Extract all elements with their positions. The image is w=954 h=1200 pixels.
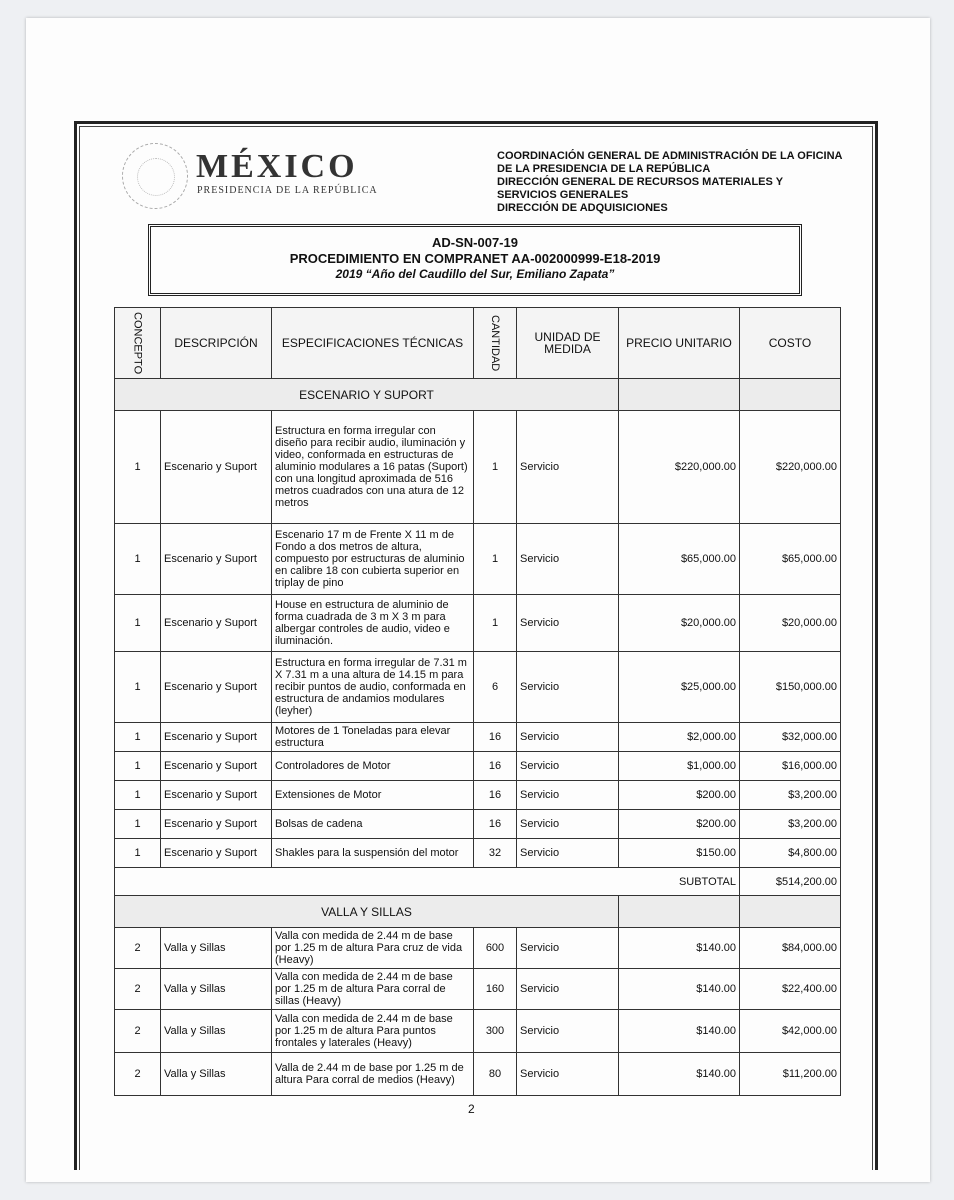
cell-cantidad: 16: [474, 752, 517, 781]
cell-cantidad: 1: [474, 595, 517, 652]
subtotal-label: SUBTOTAL: [115, 868, 740, 896]
cell-concepto: 1: [115, 652, 161, 723]
cell-spec: Escenario 17 m de Frente X 11 m de Fondo a dos metros de altura, compuesto por estructuras de aluminio en calibre 18 con cubierta superior en triplay de pino: [272, 524, 474, 595]
empty-cell: [619, 896, 740, 928]
cell-cantidad: 160: [474, 969, 517, 1010]
cell-descripcion: Escenario y Suport: [161, 839, 272, 868]
cell-costo: $42,000.00: [740, 1010, 841, 1053]
cell-spec: Estructura en forma irregular de 7.31 m X 7.31 m a una altura de 14.15 m para recibir puntos de audio, conformada en estructura de andamios modulares (leyher): [272, 652, 474, 723]
cell-concepto: 2: [115, 1053, 161, 1096]
cell-descripcion: Valla y Sillas: [161, 1010, 272, 1053]
cell-unidad: Servicio: [517, 1010, 619, 1053]
cell-costo: $4,800.00: [740, 839, 841, 868]
subtotal-row: [115, 868, 841, 896]
cell-descripcion: Escenario y Suport: [161, 723, 272, 752]
cell-precio: $200.00: [619, 810, 740, 839]
cell-precio: $1,000.00: [619, 752, 740, 781]
column-header-cantidad: CANTIDAD: [474, 308, 517, 379]
subtotal-value: $514,200.00: [740, 868, 841, 896]
cell-descripcion: Escenario y Suport: [161, 524, 272, 595]
column-header-unidad: UNIDAD DE MEDIDA: [517, 308, 619, 379]
empty-cell: [740, 379, 841, 411]
cell-costo: $84,000.00: [740, 928, 841, 969]
cell-unidad: Servicio: [517, 723, 619, 752]
cell-unidad: Servicio: [517, 810, 619, 839]
cell-concepto: 1: [115, 752, 161, 781]
cell-cantidad: 80: [474, 1053, 517, 1096]
table-row: [115, 595, 841, 652]
cell-concepto: 1: [115, 411, 161, 524]
column-header-concepto: CONCEPTO: [115, 308, 161, 379]
cell-costo: $150,000.00: [740, 652, 841, 723]
cell-descripcion: Escenario y Suport: [161, 810, 272, 839]
logo-title: MÉXICO: [196, 148, 358, 185]
column-header-costo: COSTO: [740, 308, 841, 379]
org-line: DE LA PRESIDENCIA DE LA REPÚBLICA: [497, 163, 711, 175]
cell-spec: Shakles para la suspensión del motor: [272, 839, 474, 868]
cell-descripcion: Escenario y Suport: [161, 652, 272, 723]
table-row: [115, 781, 841, 810]
table-row: [115, 1053, 841, 1096]
cell-cantidad: 16: [474, 781, 517, 810]
cell-concepto: 2: [115, 969, 161, 1010]
section-title: VALLA Y SILLAS: [115, 896, 619, 928]
cell-cantidad: 16: [474, 723, 517, 752]
org-line: DIRECCIÓN GENERAL DE RECURSOS MATERIALES Y: [497, 176, 784, 188]
cell-unidad: Servicio: [517, 781, 619, 810]
table-row: [115, 411, 841, 524]
cell-costo: $220,000.00: [740, 411, 841, 524]
cell-precio: $140.00: [619, 1053, 740, 1096]
table-row: [115, 723, 841, 752]
cell-concepto: 1: [115, 595, 161, 652]
cell-cantidad: 6: [474, 652, 517, 723]
cell-cantidad: 1: [474, 524, 517, 595]
cell-descripcion: Escenario y Suport: [161, 752, 272, 781]
cell-precio: $140.00: [619, 969, 740, 1010]
cell-unidad: Servicio: [517, 411, 619, 524]
cell-unidad: Servicio: [517, 752, 619, 781]
cell-spec: Motores de 1 Toneladas para elevar estructura: [272, 723, 474, 752]
cell-spec: Valla con medida de 2.44 m de base por 1.25 m de altura Para cruz de vida (Heavy): [272, 928, 474, 969]
column-header-descripcion: DESCRIPCIÓN: [161, 308, 272, 379]
cell-spec: Valla de 2.44 m de base por 1.25 m de altura Para corral de medios (Heavy): [272, 1053, 474, 1096]
cell-spec: Estructura en forma irregular con diseño para recibir audio, iluminación y video, conformada en estructuras de aluminio modulares a 16 patas (Suport) con una longitud aproximada de 516 metros cuadrados con una atura de 12 metros: [272, 411, 474, 524]
cell-unidad: Servicio: [517, 595, 619, 652]
cell-precio: $140.00: [619, 928, 740, 969]
cell-concepto: 1: [115, 781, 161, 810]
cell-spec: Valla con medida de 2.44 m de base por 1.25 m de altura Para corral de sillas (Heavy): [272, 969, 474, 1010]
table-header-row: [115, 308, 841, 379]
table-row: [115, 524, 841, 595]
section-title: ESCENARIO Y SUPORT: [115, 379, 619, 411]
cell-spec: Controladores de Motor: [272, 752, 474, 781]
cell-unidad: Servicio: [517, 524, 619, 595]
cell-precio: $150.00: [619, 839, 740, 868]
table-row: [115, 928, 841, 969]
cell-spec: Extensiones de Motor: [272, 781, 474, 810]
cell-precio: $220,000.00: [619, 411, 740, 524]
empty-cell: [740, 896, 841, 928]
cell-concepto: 2: [115, 928, 161, 969]
cell-precio: $65,000.00: [619, 524, 740, 595]
table-row: [115, 810, 841, 839]
cell-descripcion: Valla y Sillas: [161, 928, 272, 969]
cell-costo: $65,000.00: [740, 524, 841, 595]
cell-concepto: 1: [115, 810, 161, 839]
cell-concepto: 2: [115, 1010, 161, 1053]
table-row: [115, 752, 841, 781]
cell-cantidad: 16: [474, 810, 517, 839]
column-header-especificaciones: ESPECIFICACIONES TÉCNICAS: [272, 308, 474, 379]
org-line: SERVICIOS GENERALES: [497, 189, 629, 201]
organization-header: [497, 150, 867, 215]
cell-unidad: Servicio: [517, 652, 619, 723]
cell-costo: $20,000.00: [740, 595, 841, 652]
page-number: 2: [468, 1102, 475, 1116]
cell-unidad: Servicio: [517, 969, 619, 1010]
cell-cantidad: 1: [474, 411, 517, 524]
cell-costo: $3,200.00: [740, 810, 841, 839]
cell-spec: Bolsas de cadena: [272, 810, 474, 839]
cell-concepto: 1: [115, 524, 161, 595]
cost-table: [114, 307, 841, 1096]
table-row: [115, 969, 841, 1010]
cell-concepto: 1: [115, 723, 161, 752]
procedure-title: PROCEDIMIENTO EN COMPRANET AA-002000999-E18-2019: [289, 251, 661, 266]
cell-unidad: Servicio: [517, 839, 619, 868]
cell-descripcion: Escenario y Suport: [161, 781, 272, 810]
procedure-box: [148, 224, 802, 296]
cell-descripcion: Valla y Sillas: [161, 969, 272, 1010]
cell-costo: $11,200.00: [740, 1053, 841, 1096]
cell-costo: $3,200.00: [740, 781, 841, 810]
procedure-code: AD-SN-007-19: [432, 235, 518, 250]
cell-unidad: Servicio: [517, 928, 619, 969]
cell-precio: $200.00: [619, 781, 740, 810]
cell-cantidad: 600: [474, 928, 517, 969]
section-header-row: [115, 379, 841, 411]
cell-descripcion: Valla y Sillas: [161, 1053, 272, 1096]
procedure-motto: 2019 “Año del Caudillo del Sur, Emiliano Zapata”: [335, 267, 615, 281]
table-row: [115, 652, 841, 723]
cell-precio: $140.00: [619, 1010, 740, 1053]
coat-of-arms-icon: [122, 143, 188, 209]
cell-costo: $16,000.00: [740, 752, 841, 781]
cell-spec: House en estructura de aluminio de forma cuadrada de 3 m X 3 m para albergar controles de audio, video e iluminación.: [272, 595, 474, 652]
empty-cell: [619, 379, 740, 411]
cell-unidad: Servicio: [517, 1053, 619, 1096]
cell-costo: $22,400.00: [740, 969, 841, 1010]
org-line: DIRECCIÓN DE ADQUISICIONES: [497, 202, 668, 214]
cell-costo: $32,000.00: [740, 723, 841, 752]
section-header-row: [115, 896, 841, 928]
cell-concepto: 1: [115, 839, 161, 868]
cell-cantidad: 300: [474, 1010, 517, 1053]
cell-cantidad: 32: [474, 839, 517, 868]
cell-spec: Valla con medida de 2.44 m de base por 1.25 m de altura Para puntos frontales y laterales (Heavy): [272, 1010, 474, 1053]
logo-subtitle: PRESIDENCIA DE LA REPÚBLICA: [197, 185, 378, 196]
org-line: COORDINACIÓN GENERAL DE ADMINISTRACIÓN DE LA OFICINA: [497, 150, 843, 162]
cell-descripcion: Escenario y Suport: [161, 595, 272, 652]
cell-precio: $2,000.00: [619, 723, 740, 752]
cell-precio: $25,000.00: [619, 652, 740, 723]
table-row: [115, 839, 841, 868]
table-row: [115, 1010, 841, 1053]
cell-precio: $20,000.00: [619, 595, 740, 652]
column-header-precio: PRECIO UNITARIO: [619, 308, 740, 379]
cell-descripcion: Escenario y Suport: [161, 411, 272, 524]
